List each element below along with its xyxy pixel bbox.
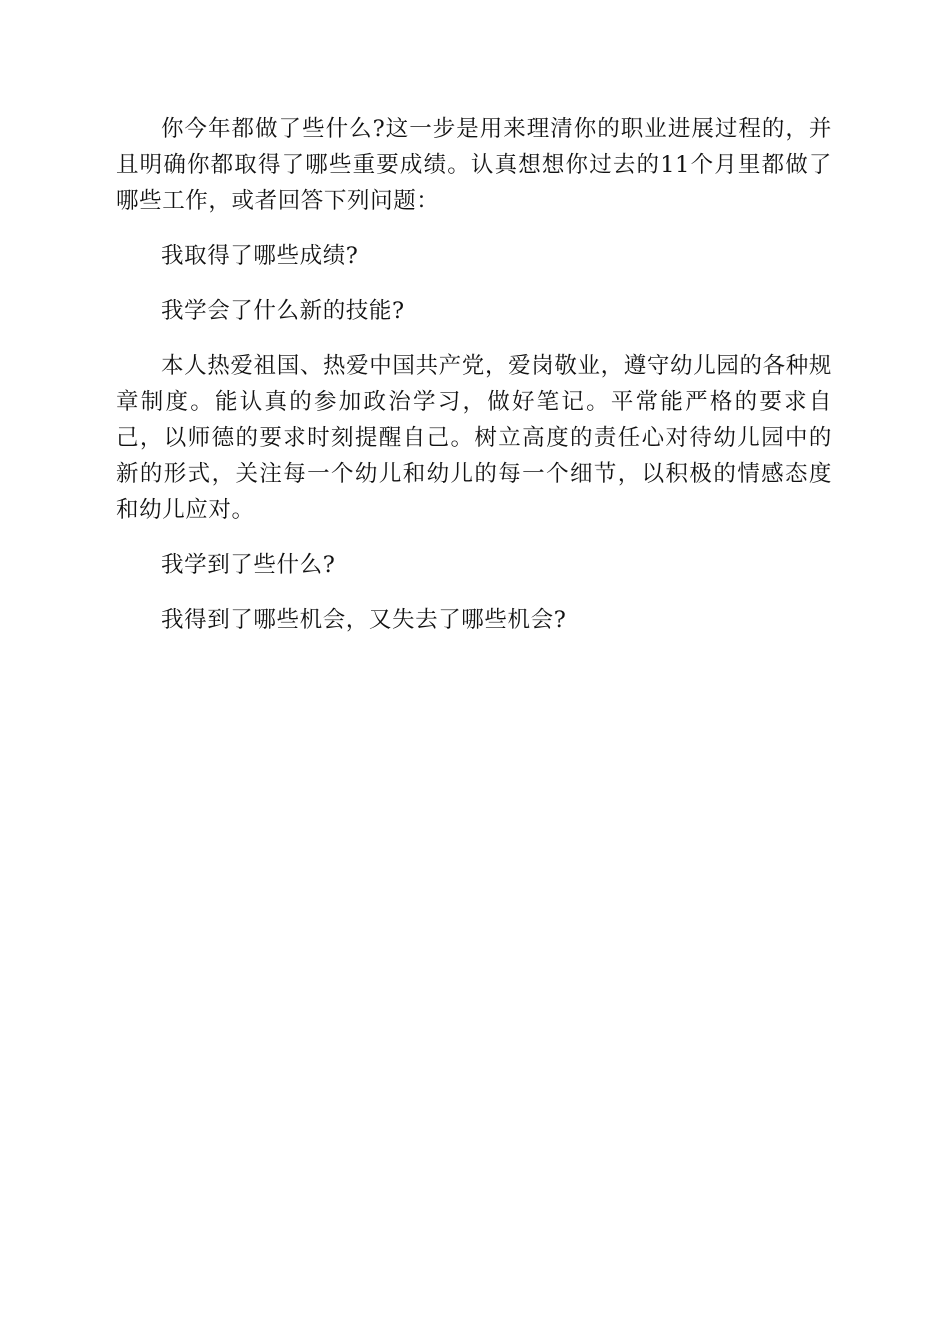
- question-new-skills: 我学会了什么新的技能?: [161, 298, 405, 324]
- question-opportunities: 我得到了哪些机会，又失去了哪些机会?: [161, 607, 567, 633]
- paragraph-self-assessment: 本人热爱祖国、热爱中国共产党，爱岗敬业，遵守幼儿园的各种规章制度。能认真的参加政治学习，做好笔记。平常能严格的要求自己，以师德的要求时刻提醒自己。树立高度的责任心对待幼儿园中的新的形式，关注每一个幼儿和幼儿的每一个细节，以积极的情感态度和幼儿应对。: [116, 353, 832, 523]
- question-learned: 我学到了些什么?: [161, 552, 336, 578]
- document-body: [116, 111, 832, 657]
- paragraph-intro: 你今年都做了些什么?这一步是用来理清你的职业进展过程的，并且明确你都取得了哪些重要成绩。认真想想你过去的11个月里都做了哪些工作，或者回答下列问题：: [116, 116, 832, 214]
- question-achievements: 我取得了哪些成绩?: [161, 243, 359, 269]
